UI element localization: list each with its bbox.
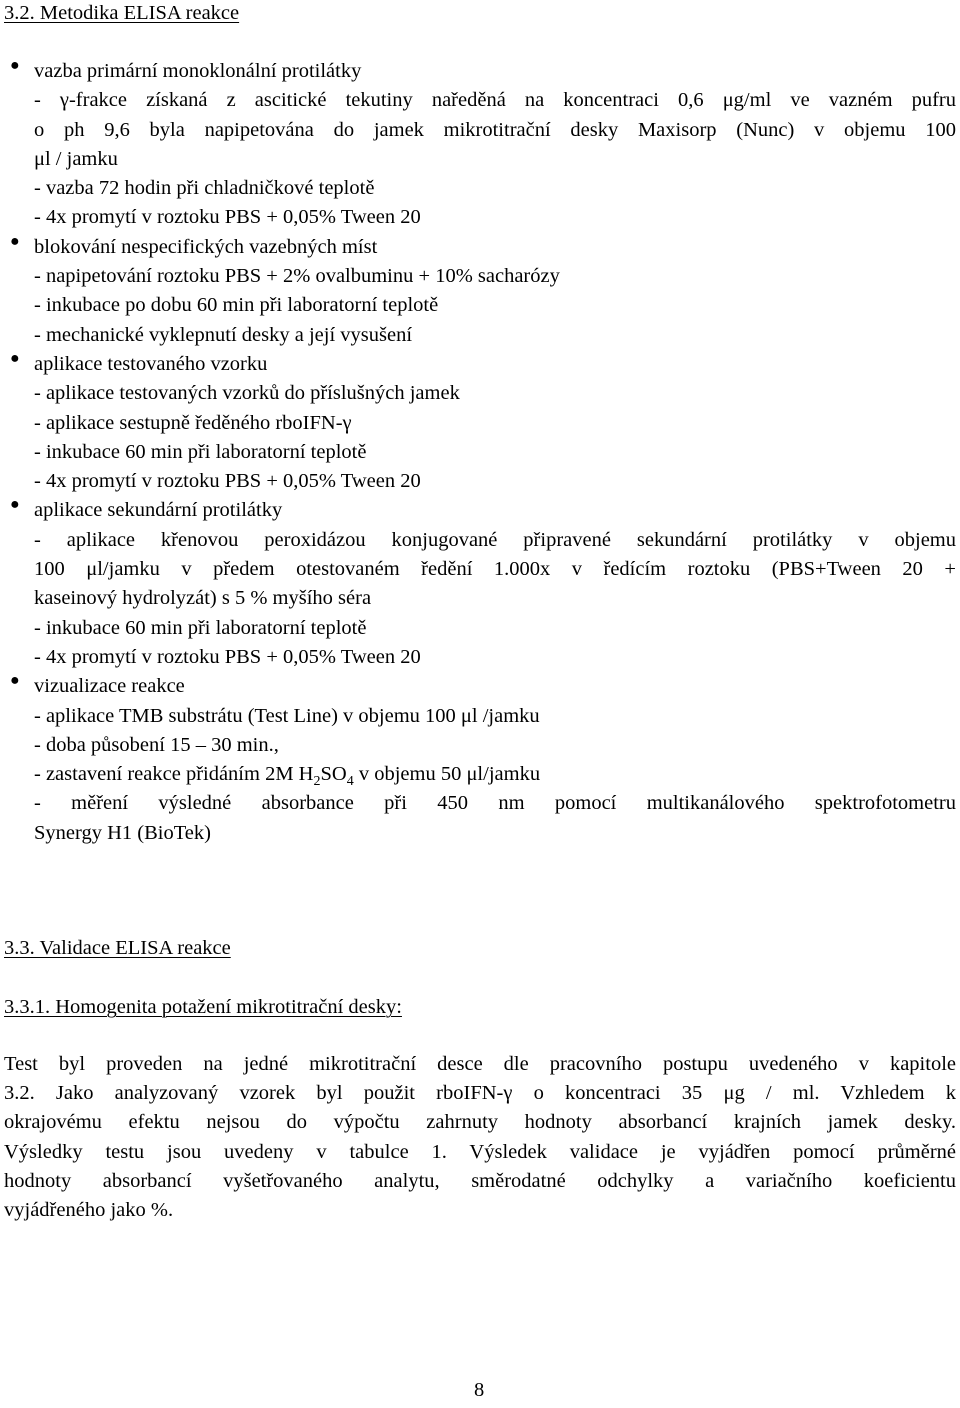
step-line: - inkubace 60 min při laboratorní teplotě bbox=[34, 616, 367, 639]
step-line-formula bbox=[34, 760, 956, 789]
list-item bbox=[10, 672, 956, 701]
bullet-icon: ● bbox=[10, 672, 20, 690]
bullet-text: blokování nespecifických vazebných míst bbox=[34, 235, 378, 258]
formula-subscript: 4 bbox=[346, 774, 354, 790]
step-line: Synergy H1 (BioTek) bbox=[34, 821, 211, 844]
formula-subscript: 2 bbox=[313, 774, 321, 790]
page-number: 8 bbox=[474, 1379, 485, 1401]
step-line: - 4x promytí v roztoku PBS + 0,05% Tween 20 bbox=[34, 645, 421, 668]
step-line: - γ-frakce získaná z ascitické tekutiny naředěná na koncentraci 0,6 μg/ml ve vazném pufru bbox=[34, 89, 956, 112]
bullet-text: aplikace testovaného vzorku bbox=[34, 352, 268, 375]
paragraph-line: vyjádřeného jako %. bbox=[4, 1198, 174, 1221]
bullet-text: vazba primární monoklonální protilátky bbox=[34, 60, 362, 82]
step-line: - aplikace testovaných vzorků do příslušných jamek bbox=[34, 382, 460, 405]
paragraph-line: Test byl proveden na jedné mikrotitrační desce dle pracovního postupu uvedeného v kapitole bbox=[4, 1053, 956, 1075]
list-item bbox=[10, 232, 956, 262]
paragraph-line: hodnoty absorbancí vyšetřovaného analytu, směrodatné odchylky a variačního koeficientu bbox=[4, 1169, 956, 1192]
step-line: - mechanické vyklepnutí desky a její vysušení bbox=[34, 323, 413, 346]
formula-suffix: v objemu 50 μl/jamku bbox=[353, 763, 541, 786]
paragraph-line: 3.2. Jako analyzovaný vzorek byl použit rboIFN-γ o koncentraci 35 μg / ml. Vzhledem k bbox=[4, 1082, 956, 1105]
step-line: - aplikace křenovou peroxidázou konjugované připravené sekundární protilátky v objemu bbox=[34, 528, 956, 551]
list-item bbox=[10, 496, 956, 525]
step-line: kaseinový hydrolyzát) s 5 % myšího séra bbox=[34, 587, 372, 610]
bullet-icon: ● bbox=[10, 349, 20, 367]
step-line: - vazba 72 hodin při chladničkové teplotě bbox=[34, 177, 375, 200]
step-line: o ph 9,6 byla napipetována do jamek mikrotitrační desky Maxisorp (Nunc) v objemu 100 bbox=[34, 118, 956, 141]
bullet-icon: ● bbox=[10, 232, 20, 250]
step-line: - měření výsledné absorbance při 450 nm pomocí multikanálového spektrofotometru bbox=[34, 792, 956, 815]
list-item bbox=[10, 57, 956, 86]
list-item bbox=[10, 349, 956, 379]
section-heading-3-2: 3.2. Metodika ELISA reakce bbox=[4, 2, 240, 24]
step-line: μl / jamku bbox=[34, 147, 118, 170]
section-heading-3-3-1 bbox=[4, 994, 402, 1020]
procedure-list bbox=[10, 57, 956, 848]
step-line: 100 μl/jamku v předem otestovaném ředění 1.000x v ředícím roztoku (PBS+Tween 20 + bbox=[34, 558, 956, 581]
formula-prefix: - zastavení reakce přidáním 2M H bbox=[34, 763, 314, 786]
bullet-text: aplikace sekundární protilátky bbox=[34, 499, 283, 522]
formula-mid: SO bbox=[320, 763, 347, 786]
paragraph-line: Výsledky testu jsou uvedeny v tabulce 1. Výsledek validace je vyjádřen pomocí průměrné bbox=[4, 1140, 956, 1163]
step-line: - 4x promytí v roztoku PBS + 0,05% Tween 20 bbox=[34, 206, 421, 229]
section-heading-3-3: 3.3. Validace ELISA reakce bbox=[4, 937, 231, 959]
bullet-icon: ● bbox=[10, 496, 20, 514]
step-line: - 4x promytí v roztoku PBS + 0,05% Tween 20 bbox=[34, 470, 421, 493]
section-number: 3.3.1. Homogenita potažení mikrotitrační desky: bbox=[4, 996, 402, 1018]
step-line: - inkubace po dobu 60 min při laboratorní teplotě bbox=[34, 294, 439, 317]
step-line: - aplikace sestupně ředěného rboIFN-γ bbox=[34, 411, 352, 434]
validation-paragraph bbox=[4, 1050, 956, 1225]
bullet-text: vizualizace reakce bbox=[34, 675, 185, 698]
step-line: - napipetování roztoku PBS + 2% ovalbuminu + 10% sacharózy bbox=[34, 265, 560, 288]
step-line: - aplikace TMB substrátu (Test Line) v objemu 100 μl /jamku bbox=[34, 704, 540, 727]
paragraph-line: okrajovému efektu nejsou do výpočtu zahrnuty hodnoty absorbancí krajních jamek desky. bbox=[4, 1111, 956, 1134]
step-line: - doba působení 15 – 30 min., bbox=[34, 733, 279, 756]
step-line: - inkubace 60 min při laboratorní teplotě bbox=[34, 440, 367, 463]
bullet-icon: ● bbox=[10, 57, 20, 74]
